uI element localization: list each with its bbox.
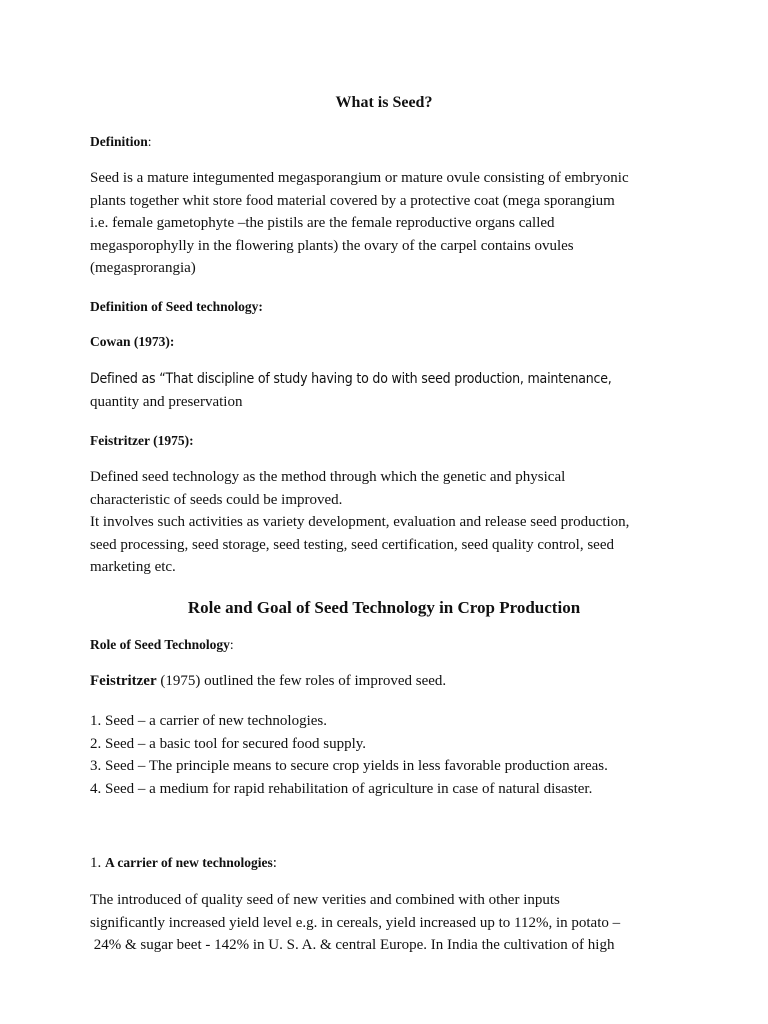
cowan-line-1: Defined as “That discipline of study having to do with seed production, maintenance, — [90, 371, 612, 387]
carrier-label: A carrier of new technologies — [105, 855, 273, 870]
definition-heading — [90, 133, 690, 151]
definition-line-5: (megasprorangia) — [90, 260, 196, 276]
carrier-line-2: significantly increased yield level e.g. in cereals, yield increased up to 112%, in potato – — [90, 914, 621, 931]
cowan-paragraph — [90, 368, 690, 413]
role-intro — [90, 670, 690, 693]
definition-line-2: plants together whit store food material covered by a protective coat (mega sporangium — [90, 192, 615, 209]
feistritzer-line-1: Defined seed technology as the method through which the genetic and physical — [90, 469, 566, 485]
role-list-item-3: 3. Seed – The principle means to secure crop yields in less favorable production areas. — [90, 758, 608, 774]
feistritzer-heading — [90, 432, 690, 450]
cowan-line-2: quantity and preservation — [90, 393, 243, 410]
definition-line-3: i.e. female gametophyte –the pistils are the female reproductive organs called — [90, 215, 555, 231]
feistritzer-line-3: It involves such activities as variety development, evaluation and release seed production, — [90, 514, 630, 530]
page-title: What is Seed? — [335, 94, 433, 111]
feistritzer-line-5: marketing etc. — [90, 559, 176, 575]
feistritzer-label: Feistritzer (1975): — [90, 433, 194, 448]
definition-label: Definition — [90, 134, 148, 149]
feistritzer-line-4: seed processing, seed storage, seed testing, seed certification, seed quality control, seed — [90, 536, 614, 553]
feistritzer-line-2: characteristic of seeds could be improved. — [90, 491, 343, 508]
carrier-colon: : — [272, 855, 277, 871]
feistritzer-paragraph — [90, 466, 690, 579]
seed-technology-definition-label: Definition of Seed technology: — [90, 299, 263, 314]
role-label: Role of Seed Technology — [90, 637, 230, 652]
definition-paragraph — [90, 167, 690, 280]
role-list-item-4: 4. Seed – a medium for rapid rehabilitation of agriculture in case of natural disaster. — [90, 780, 593, 797]
role-intro-author: Feistritzer — [90, 673, 157, 689]
section-title: Role and Goal of Seed Technology in Crop Production — [187, 598, 581, 617]
carrier-line-1: The introduced of quality seed of new verities and combined with other inputs — [90, 892, 560, 908]
seed-technology-definition-heading — [90, 298, 690, 316]
definition-line-4: megasporophylly in the flowering plants) the ovary of the carpel contains ovules — [90, 237, 574, 254]
carrier-number: 1. — [90, 855, 105, 871]
role-list-item-2: 2. Seed – a basic tool for secured food supply. — [90, 735, 367, 752]
carrier-heading — [90, 852, 690, 875]
role-list — [90, 710, 690, 800]
role-colon: : — [229, 637, 234, 652]
role-heading — [90, 636, 690, 654]
definition-colon: : — [147, 134, 152, 149]
carrier-line-3: 24% & sugar beet - 142% in U. S. A. & central Europe. In India the cultivation of high — [90, 937, 615, 953]
cowan-label: Cowan (1973): — [90, 334, 175, 349]
role-list-item-1: 1. Seed – a carrier of new technologies. — [90, 713, 327, 729]
definition-line-1: Seed is a mature integumented megasporangium or mature ovule consisting of embryonic — [90, 170, 629, 186]
role-intro-text: (1975) outlined the few roles of improved seed. — [156, 673, 447, 689]
carrier-paragraph — [90, 889, 690, 957]
cowan-heading — [90, 333, 690, 351]
